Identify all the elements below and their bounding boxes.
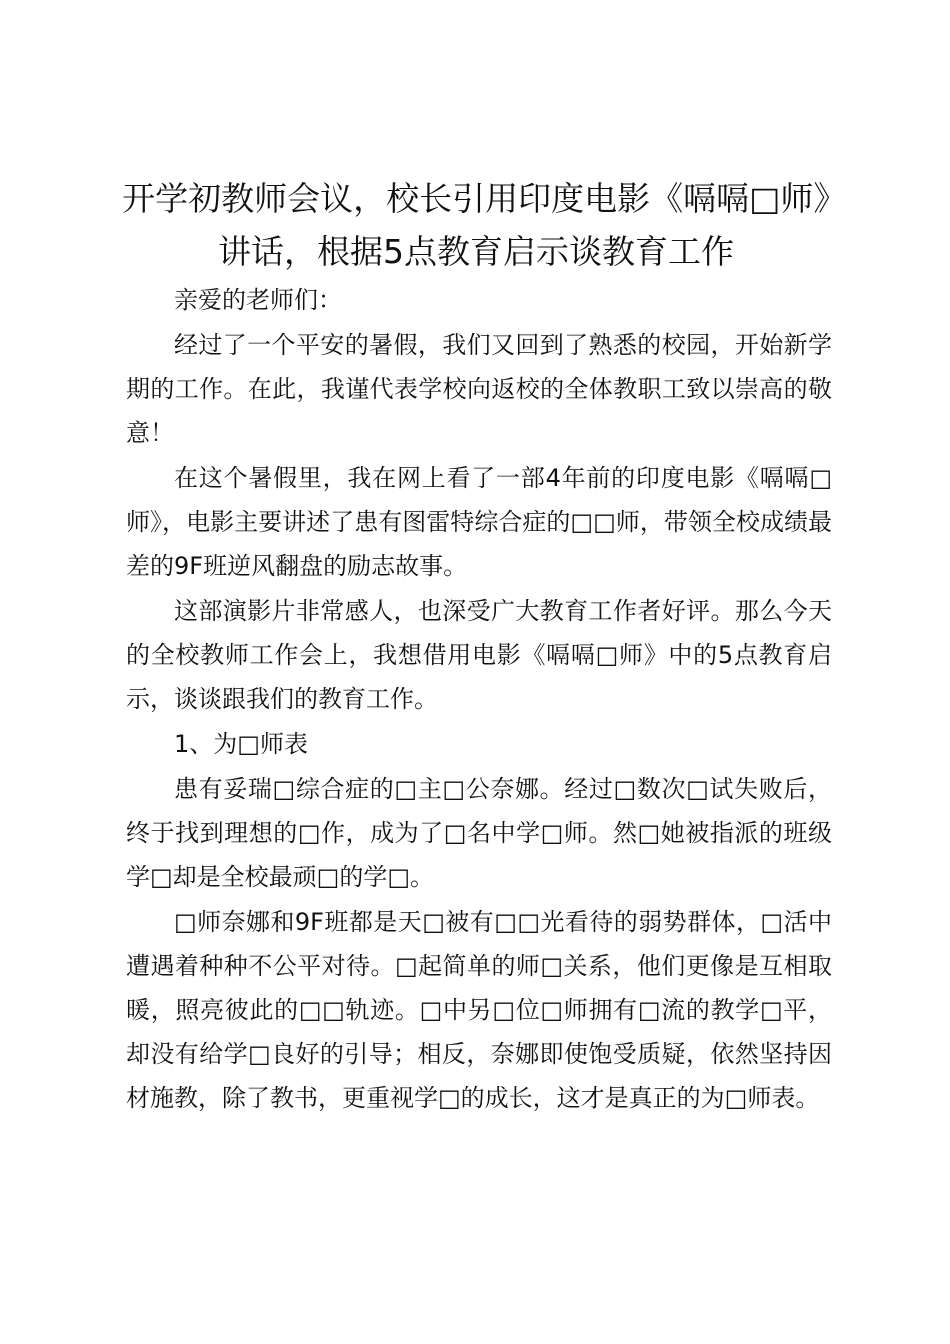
body-paragraph: 经过了一个平安的暑假，我们又回到了熟悉的校园，开始新学期的工作。在此，我谨代表学校向返校的全体教职工致以崇高的敬意！ (126, 331, 832, 447)
body-paragraph: 在这个暑假里，我在网上看了一部4年前的印度电影《嗝嗝□师》，电影主要讲述了患有图雷特综合症的□□师，带领全校成绩最差的9F班逆风翻盘的励志故事。 (126, 464, 832, 580)
body-paragraph: 这部演影片非常感人，也深受广大教育工作者好评。那么今天的全校教师工作会上，我想借用电影《嗝嗝□师》中的5点教育启示，谈谈跟我们的教育工作。 (126, 597, 832, 713)
section-heading: 1、为□师表 (174, 730, 308, 758)
salutation-paragraph: 亲爱的老师们： (174, 286, 342, 314)
document-body (126, 278, 832, 1120)
body-paragraph: □师奈娜和9F班都是天□被有□□光看待的弱势群体，□活中遭遇着种种不公平对待。□起简单的师□关系，他们更像是互相取暖，照亮彼此的□□轨迹。□中另□位□师拥有□流的教学□平，却没有给学□良好的引导；相反，奈娜即使饱受质疑，依然坚持因材施教，除了教书，更重视学□的成长，这才是真正的为□师表。 (126, 908, 832, 1112)
document-title: 开学初教师会议，校长引用印度电影《嗝嗝□师》讲话，根据5点教育启示谈教育工作 (122, 179, 830, 271)
body-paragraph: 患有妥瑞□综合症的□主□公奈娜。经过□数次□试失败后，终于找到理想的□作，成为了□名中学□师。然□她被指派的班级学□却是全校最顽□的学□。 (126, 775, 832, 891)
